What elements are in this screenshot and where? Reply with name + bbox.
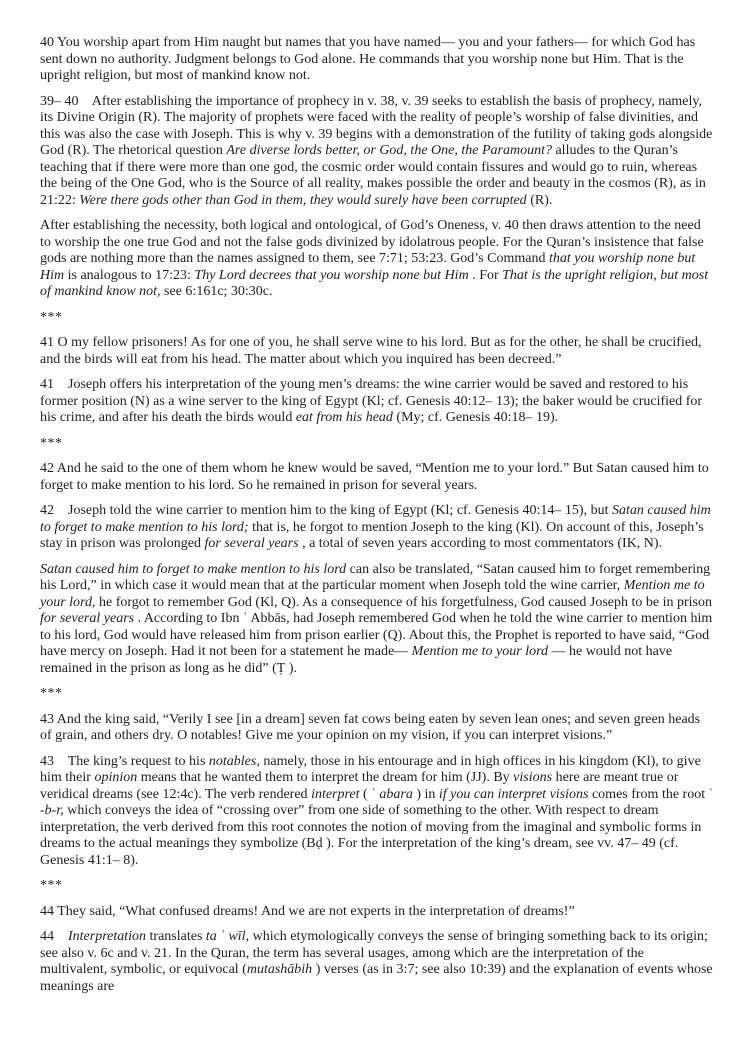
italic-text-run: Satan caused him to forget to make mention to his lord xyxy=(40,561,347,577)
italic-text-run: that you worship none but Him xyxy=(40,251,699,283)
italic-text-run: visions xyxy=(513,770,553,785)
text-run: here are meant true or veridical dreams (see 12:4c). The verb rendered xyxy=(40,770,682,802)
italic-text-run: interpret xyxy=(311,786,360,802)
text-run: 41 O my fellow prisoners! As for one of you, he shall serve wine to his lord. But as for the other, he shall be crucified, and the birds will eat from his head. The matter about which you inquired has been decreed.” xyxy=(40,335,706,367)
text-run: , a total of seven years according to most commentators (IK, N). xyxy=(298,536,663,551)
commentary-paragraph xyxy=(40,753,717,870)
page-content xyxy=(40,35,717,995)
text-run: which conveys the idea of “crossing over” from one side of something to the other. With respect to dream interpretation, the verb derived from this root connotes the notion of moving from the imaginal and symbolic forms in dreams to the actual meanings they symbolize (Bḍ ). For the interpretation of the king’s dream, see vv. 47– 49 (cf. Genesis 41:1– 8). xyxy=(40,803,705,868)
text-run: 43 The king’s request to his xyxy=(40,753,209,769)
text-run: *** xyxy=(40,435,63,451)
text-run: (R). xyxy=(526,192,553,208)
commentary-paragraph xyxy=(40,562,714,678)
italic-text-run: ta ʾ wīl, xyxy=(205,929,250,944)
text-run: ) verses (as in 3:7; see also 10:39) and the explanation of events whose meanings are xyxy=(40,962,717,994)
text-run: alludes to the Quran’s teaching that if there were more than one god, the cosmic order would contain fissures and would go to ruin, whereas the being of the One God, who is the Source of all reality, makes possible the order and beauty in the cosmos (R), as in 21:22: xyxy=(40,143,710,208)
commentary-paragraph xyxy=(40,503,714,553)
text-run: 42 And he said to the one of them whom he knew would be saved, “Mention me to your lord.” But Satan caused him to forget to make mention to his lord. So he remained in prison for several years. xyxy=(40,461,713,493)
italic-text-run: notables, xyxy=(208,753,260,769)
text-run: ) in xyxy=(412,786,439,802)
italic-text-run: if you can interpret visions xyxy=(438,786,589,802)
italic-text-run: Mention me to your lord xyxy=(411,644,549,659)
italic-text-run: abara xyxy=(379,786,413,802)
text-run: he forgot to remember God (Kl, Q). As a consequence of his forgetfulness, God caused Joseph to be in prison xyxy=(95,594,716,610)
text-run: — he would not have remained in the prison as long as he did” (Ṭ ). xyxy=(40,644,676,676)
italic-text-run: for several years xyxy=(40,611,135,626)
italic-text-run: eat from his head xyxy=(295,410,393,425)
italic-text-run: Were there gods other than God in them, they would surely have been corrupted xyxy=(79,192,527,208)
italic-text-run: Interpretation xyxy=(68,929,147,944)
text-run: means that he wanted them to interpret the dream for him (JJ). By xyxy=(137,770,514,785)
text-run: namely, those in his entourage and in high offices in his kingdom (Kl), to give him their xyxy=(40,753,705,785)
text-run: . For xyxy=(468,267,503,283)
text-run: *** xyxy=(40,309,63,325)
text-run: 44 xyxy=(40,929,68,944)
text-run: 39– 40 After establishing the importance of prophecy in v. 38, v. 39 seeks to establish the basis of prophecy, namely, its Divine Origin (R). The majority of prophets were faced with the reality of people’s worship of false divinities, and this was also the case with Joseph. This is why v. 39 begins with a demonstration of the futility of taking gods alongside God (R). The rhetorical question xyxy=(40,93,716,158)
text-run: can also be translated, “Satan caused him to forget remembering his Lord,” in which case it would mean that at the particular moment when Joseph told the wine carrier, xyxy=(40,561,714,593)
italic-text-run: Mention me to your lord, xyxy=(40,578,709,610)
text-run: that is, he forgot to mention Joseph to the king (Kl). On account of this, Joseph’s stay in prison was prolonged xyxy=(40,519,708,551)
verse-paragraph xyxy=(40,904,714,921)
text-run: is analogous to 17:23: xyxy=(64,267,195,283)
section-separator xyxy=(40,878,714,895)
text-run: . According to Ibn ʿ Abbās, had Joseph remembered God when he told the wine carrier to mention him to his lord, God would have released him from prison earlier (Q). About this, the Prophet is reported to have said, “God have mercy on Joseph. Had it not been for a statement he made— xyxy=(40,611,716,659)
text-run: 42 Joseph told the wine carrier to mention him to the king of Egypt (Kl; cf. Genesis 40:14– 15), but xyxy=(40,503,612,518)
text-run: *** xyxy=(40,686,63,701)
text-run: comes from the root ʿ xyxy=(588,786,717,802)
italic-text-run: Satan caused him to forget to make mention to his lord; xyxy=(40,503,715,535)
verse-paragraph xyxy=(40,712,714,745)
commentary-paragraph xyxy=(40,218,714,301)
commentary-paragraph xyxy=(40,94,714,210)
text-run: (My; cf. Genesis 40:18– 19). xyxy=(392,410,559,425)
italic-text-run: for several years xyxy=(204,536,299,551)
text-run: 40 You worship apart from Him naught but names that you have named— you and your fathers— for which God has sent down no authority. Judgment belongs to God alone. He commands that you worship none but Him. That is the upright religion, but most of mankind know not. xyxy=(40,35,699,83)
section-separator xyxy=(40,436,714,453)
text-run: 43 And the king said, “Verily I see [in a dream] seven fat cows being eaten by seven lean ones; and seven green heads of grain, and others dry. O notables! Give me your opinion on my vision, if you can interpret visions.” xyxy=(40,711,704,743)
verse-paragraph xyxy=(40,335,714,368)
commentary-paragraph xyxy=(40,929,717,995)
text-run: ( ʿ xyxy=(359,786,380,802)
text-run: After establishing the necessity, both logical and ontological, of God’s Oneness, v. 40 then draws attention to the need to worship the one true God and not the false gods divinized by idolatrous people. For the Quran’s insistence that false gods are nothing more than the names assigned to them, see 7:71; 53:23. God’s Command xyxy=(40,218,708,266)
italic-text-run: Are diverse lords better, or God, the One, the Paramount? xyxy=(226,143,552,158)
section-separator xyxy=(40,310,714,327)
text-run: see 6:161c; 30:30c. xyxy=(160,284,273,299)
italic-text-run: Thy Lord decrees that you worship none but Him xyxy=(194,267,469,283)
italic-text-run: opinion xyxy=(94,770,138,785)
text-run: *** xyxy=(40,878,63,893)
text-run: 44 They said, “What confused dreams! And we are not experts in the interpretation of dreams!” xyxy=(40,903,575,919)
italic-text-run: That is the upright religion, but most of mankind know not, xyxy=(40,267,712,299)
italic-text-run: -b-r, xyxy=(40,803,64,818)
verse-paragraph xyxy=(40,35,714,85)
italic-text-run: mutashābih xyxy=(246,962,313,977)
section-separator xyxy=(40,686,714,703)
text-run: 41 Joseph offers his interpretation of the young men’s dreams: the wine carrier would be saved and restored to his former position (N) as a wine server to the king of Egypt (Kl; cf. Genesis 40:12– 13); the baker would be crucified for his crime, and after his death the birds would xyxy=(40,377,706,425)
commentary-paragraph xyxy=(40,377,714,427)
text-run: which etymologically conveys the sense of bringing something back to its origin; see also v. 6c and v. 21. In the Quran, the term has several usages, among which are the interpretation of the multivalent, symbolic, or equivocal ( xyxy=(40,929,712,977)
text-run: translates xyxy=(146,929,206,944)
verse-paragraph xyxy=(40,461,714,494)
